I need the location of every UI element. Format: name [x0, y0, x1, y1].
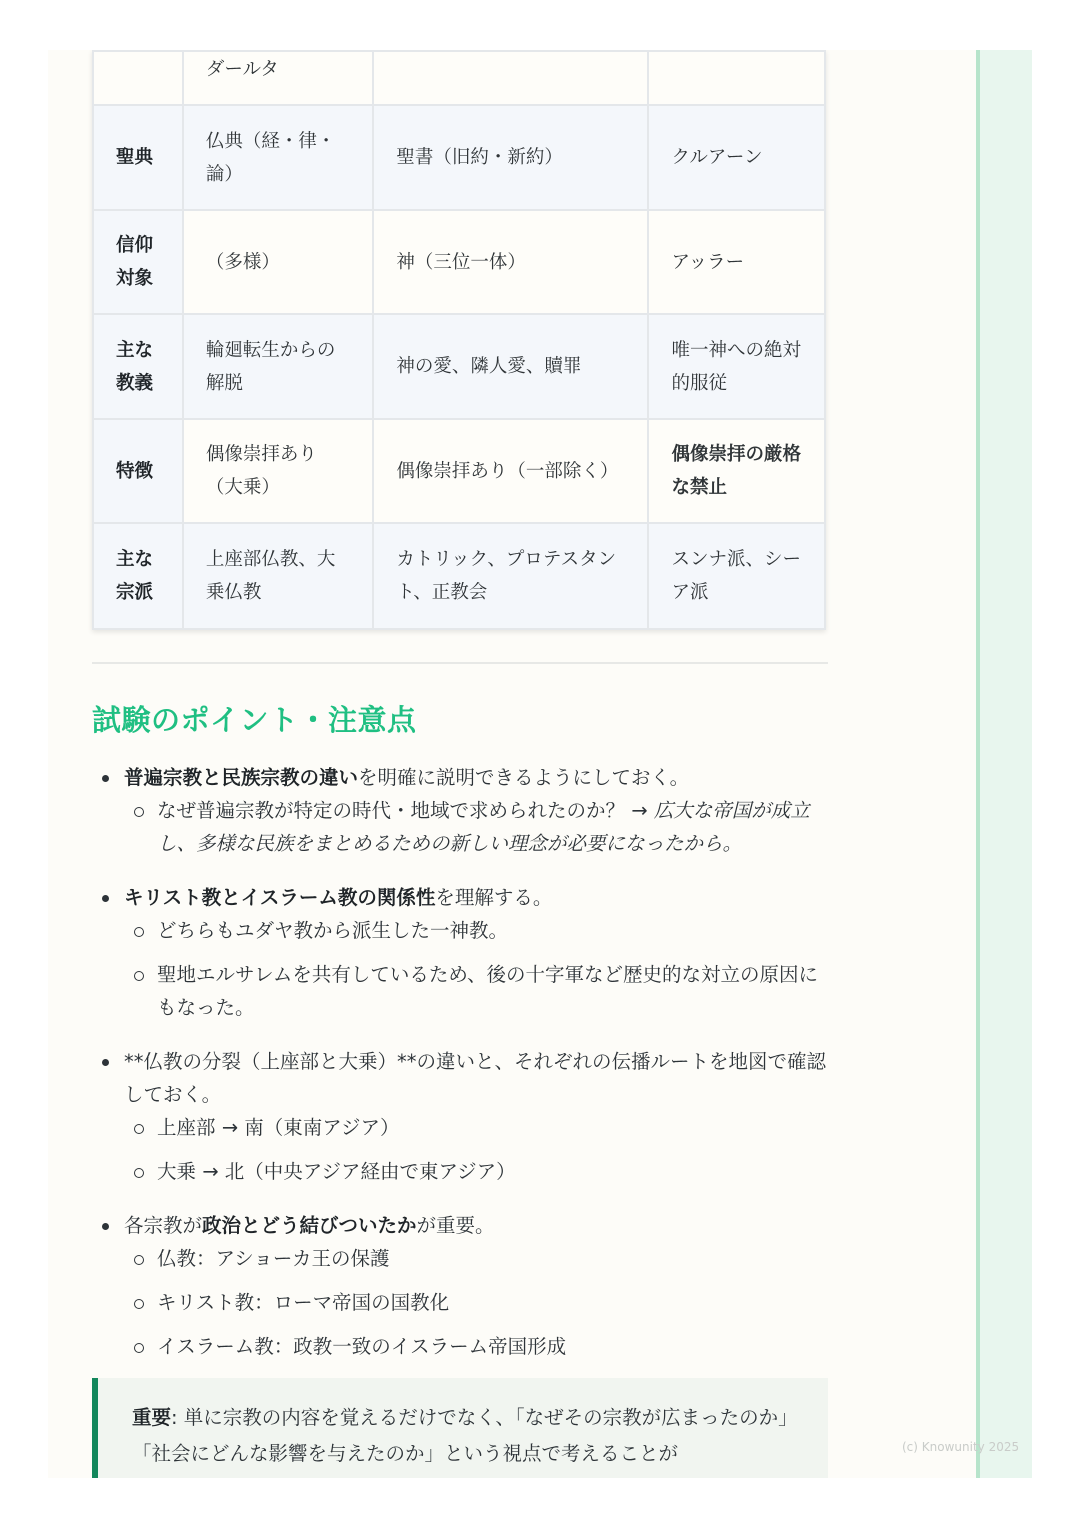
religion-comparison-table: [92, 50, 826, 630]
table-cell: ダールタ: [183, 51, 374, 105]
sub-list: [124, 1242, 828, 1363]
sub-list-item: キリスト教：ローマ帝国の国教化: [124, 1286, 828, 1319]
table-cell: アッラー: [648, 210, 825, 314]
table-row-header: 聖典: [93, 105, 183, 210]
table-cell: カトリック、プロテスタント、正教会: [373, 523, 648, 629]
content: [92, 50, 828, 1384]
table-row: [93, 105, 825, 210]
table-row-header: [93, 51, 183, 105]
callout-label: 重要: [132, 1406, 172, 1429]
table-cell: [648, 51, 825, 105]
table-cell: 神の愛、隣人愛、贖罪: [373, 314, 648, 419]
point-text: 各宗教が: [124, 1214, 203, 1237]
table-cell: 唯一神への絶対的服従: [648, 314, 825, 419]
sub-text: なぜ普遍宗教が特定の時代・地域で求められたのか？ →: [157, 799, 654, 822]
sub-list-item: 仏教：アショーカ王の保護: [124, 1242, 828, 1275]
sub-list: [124, 1111, 828, 1188]
table-row: [93, 419, 825, 523]
point-text: を理解する。: [435, 886, 553, 909]
table-row-header: 特徴: [93, 419, 183, 523]
table-row: [93, 51, 825, 105]
section-divider: [92, 662, 828, 664]
table-row-header: 主な教義: [93, 314, 183, 419]
table-row-header: 信仰対象: [93, 210, 183, 314]
table-cell: [373, 51, 648, 105]
point-text: が重要。: [416, 1214, 495, 1237]
sub-list-item: どちらもユダヤ教から派生した一神教。: [124, 914, 828, 947]
list-item: [92, 1045, 828, 1188]
table-cell: 偶像崇拝あり（大乗）: [183, 419, 374, 523]
table-row: [93, 210, 825, 314]
watermark: (c) Knowunity 2025: [902, 1440, 1020, 1454]
list-item: [92, 761, 828, 860]
table-cell: 偶像崇拝あり（一部除く）: [373, 419, 648, 523]
sub-list-item: 上座部 → 南（東南アジア）: [124, 1111, 828, 1144]
table-cell: 上座部仏教、大乗仏教: [183, 523, 374, 629]
side-strip: [976, 50, 1032, 1478]
table-cell: 仏典（経・律・論）: [183, 105, 374, 210]
table-cell: スンナ派、シーア派: [648, 523, 825, 629]
table-cell: 聖書（旧約・新約）: [373, 105, 648, 210]
table-cell: 輪廻転生からの解脱: [183, 314, 374, 419]
important-callout: [92, 1378, 828, 1478]
table-cell: 神（三位一体）: [373, 210, 648, 314]
point-text: **仏教の分裂（上座部と大乗）**の違いと、それぞれの伝播ルートを地図で確認しておく。: [124, 1050, 827, 1106]
table-cell: クルアーン: [648, 105, 825, 210]
sub-list-item: [124, 794, 828, 860]
list-item: [92, 881, 828, 1024]
section-title: 試験のポイント・注意点: [92, 703, 417, 737]
callout-text: : 単に宗教の内容を覚えるだけでなく、「なぜその宗教が広まったのか」「社会にどんな影響を与えたのか」という視点で考えることが: [132, 1406, 798, 1465]
table-cell: （多様）: [183, 210, 374, 314]
document-page: [48, 50, 1032, 1478]
point-bold: キリスト教とイスラーム教の関係性: [124, 886, 436, 909]
point-bold: 政治とどう結びついたか: [202, 1214, 417, 1237]
table-row-header: 主な宗派: [93, 523, 183, 629]
list-item: [92, 1209, 828, 1363]
table-row: [93, 523, 825, 629]
table-row: [93, 314, 825, 419]
exam-points-list: [92, 761, 828, 1363]
point-text: を明確に説明できるようにしておく。: [358, 766, 690, 789]
sub-list-item: イスラーム教：政教一致のイスラーム帝国形成: [124, 1330, 828, 1363]
sub-list: [124, 794, 828, 860]
sub-italic: 広大な帝国が成立し、多様な民族をまとめるための新しい理念が必要になったから。: [157, 799, 810, 855]
sub-list: [124, 914, 828, 1024]
sub-list-item: 大乗 → 北（中央アジア経由で東アジア）: [124, 1155, 828, 1188]
sub-list-item: 聖地エルサレムを共有しているため、後の十字軍など歴史的な対立の原因にもなった。: [124, 958, 828, 1024]
point-bold: 普遍宗教と民族宗教の違い: [124, 766, 359, 789]
table-cell-emphasis: 偶像崇拝の厳格な禁止: [648, 419, 825, 523]
